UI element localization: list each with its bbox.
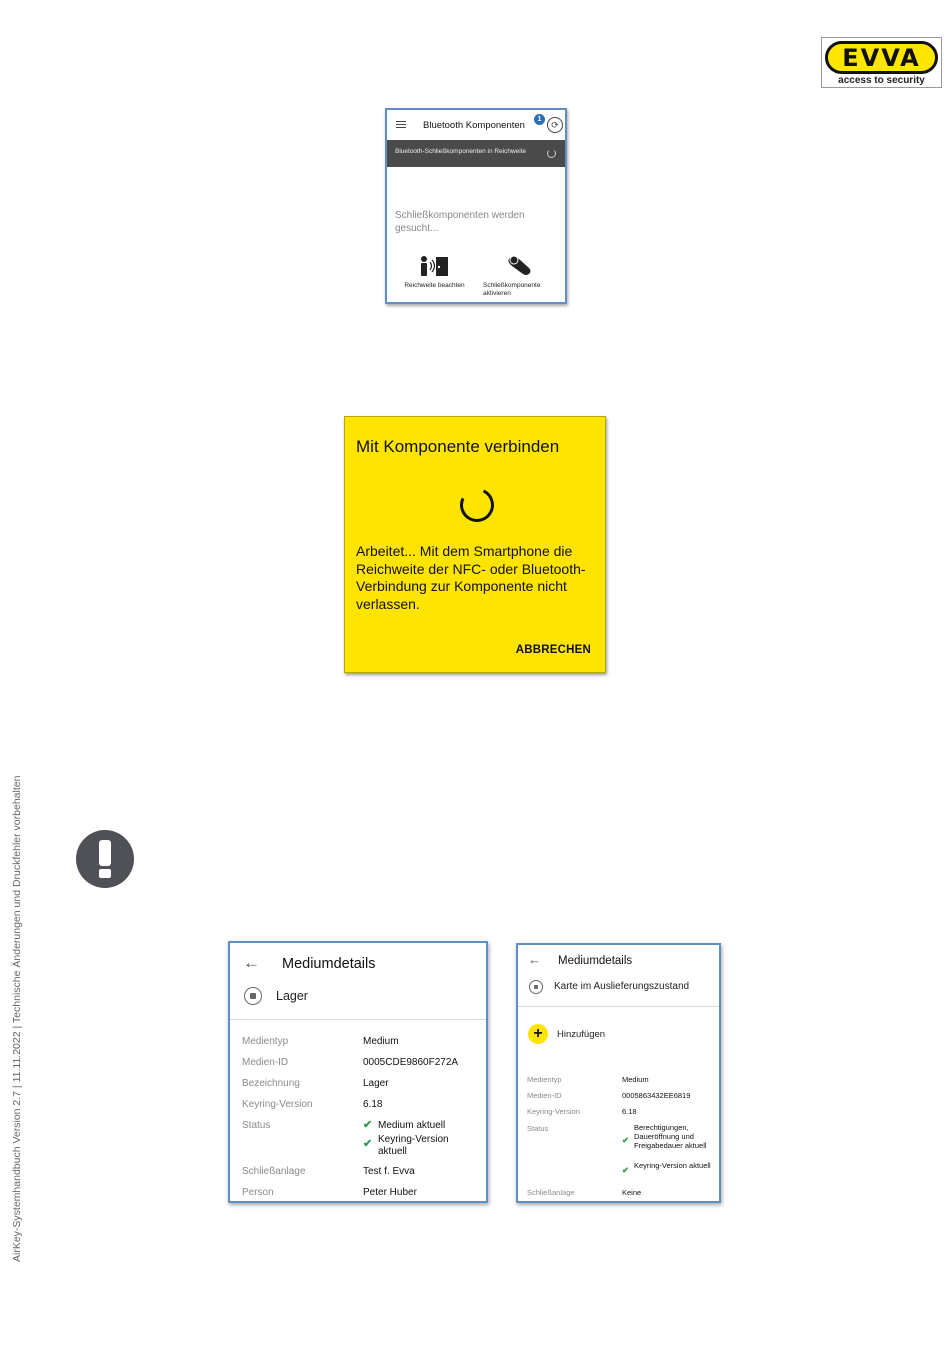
divider [518, 1006, 719, 1007]
logo-badge [825, 41, 938, 74]
card-icon [244, 987, 262, 1005]
id-label: Medien-ID [527, 1091, 562, 1100]
status-label: Status [242, 1120, 271, 1131]
footer-side-text: AirKey-Systemhandbuch Version 2.7 | 11.11.2022 | Technische Änderungen und Druckfehler vorbehalten [11, 775, 23, 1262]
loading-spinner-icon [455, 483, 499, 527]
add-button[interactable]: Hinzufügen [557, 1029, 606, 1040]
status-item-1: Berechtigungen, Daueröffnung und Freigabedauer aktuell [634, 1123, 707, 1150]
type-value: Medium [363, 1036, 399, 1047]
status-label: Status [527, 1124, 549, 1133]
dialog-title: Mit Komponente verbinden [356, 437, 560, 456]
medium-name: Karte im Auslieferungszustand [554, 981, 690, 992]
bluetooth-components-screenshot [385, 108, 567, 304]
screen-title: Mediumdetails [558, 955, 633, 967]
person-label: Person [242, 1187, 274, 1198]
keyring-value: 6.18 [622, 1107, 637, 1116]
system-value: Test f. Evva [363, 1166, 415, 1177]
keyring-label: Keyring-Version [242, 1099, 313, 1110]
add-icon[interactable]: + [528, 1024, 548, 1044]
type-value: Medium [622, 1075, 649, 1084]
type-label: Medientyp [242, 1036, 289, 1047]
screen-title: Bluetooth Komponenten [423, 120, 525, 131]
check-icon: ✔ [363, 1138, 373, 1150]
menu-icon[interactable] [396, 121, 406, 130]
searching-text: Schließkomponenten werden gesucht... [395, 210, 525, 234]
connect-dialog-screenshot [344, 416, 606, 673]
notification-badge: 1 [534, 114, 545, 125]
cancel-button[interactable]: ABBRECHEN [515, 644, 591, 656]
id-label: Medien-ID [242, 1057, 289, 1068]
status-item-1: Medium aktuell [378, 1120, 446, 1131]
medium-details-screenshot-2 [516, 943, 721, 1203]
keyring-value: 6.18 [363, 1099, 383, 1110]
range-icon [419, 255, 449, 277]
evva-logo [821, 37, 942, 88]
dialog-message: Arbeitet... Mit dem Smartphone die Reichweite der NFC- oder Bluetooth-Verbindung zur Komponente nicht verlassen. [356, 543, 586, 612]
check-icon: ✔ [622, 1135, 630, 1145]
keyring-label: Keyring-Version [527, 1107, 580, 1116]
system-label: Schließanlage [242, 1166, 306, 1177]
logo-brand: EVVA [842, 43, 921, 72]
logo-tagline: access to security [838, 75, 925, 86]
screen-title: Mediumdetails [282, 956, 376, 972]
status-text: Bluetooth-Schließkomponenten in Reichweite [395, 148, 527, 155]
system-label: Schließanlage [527, 1188, 575, 1197]
id-value: 0005863432EE6819 [622, 1091, 691, 1100]
status-bar [387, 140, 565, 167]
exclamation-icon [76, 830, 134, 888]
hint-activate-label: Schließkomponente aktivieren [483, 282, 541, 297]
id-value: 0005CDE9860F272A [363, 1057, 459, 1068]
back-arrow-icon[interactable]: ← [528, 952, 541, 967]
person-value: Peter Huber [363, 1187, 417, 1198]
status-item-2: Keyring-Version aktuell [634, 1161, 711, 1170]
check-icon: ✔ [363, 1119, 373, 1131]
app-bar [387, 110, 565, 140]
check-icon: ✔ [622, 1165, 630, 1175]
sync-icon[interactable]: ⟳ [547, 117, 563, 133]
card-icon [529, 980, 543, 994]
hint-range-label: Reichweite beachten [404, 282, 465, 289]
touch-activate-icon [505, 253, 535, 277]
back-arrow-icon[interactable]: ← [243, 953, 260, 972]
system-value: Keine [622, 1188, 642, 1197]
type-label: Medientyp [527, 1075, 562, 1084]
name-label: Bezeichnung [242, 1078, 300, 1089]
medium-name: Lager [276, 989, 308, 1003]
medium-details-screenshot-1 [228, 941, 488, 1203]
divider [230, 1019, 486, 1020]
status-item-2: Keyring-Version aktuell [378, 1134, 449, 1157]
loading-spinner-icon [547, 149, 556, 158]
name-value: Lager [363, 1078, 389, 1089]
